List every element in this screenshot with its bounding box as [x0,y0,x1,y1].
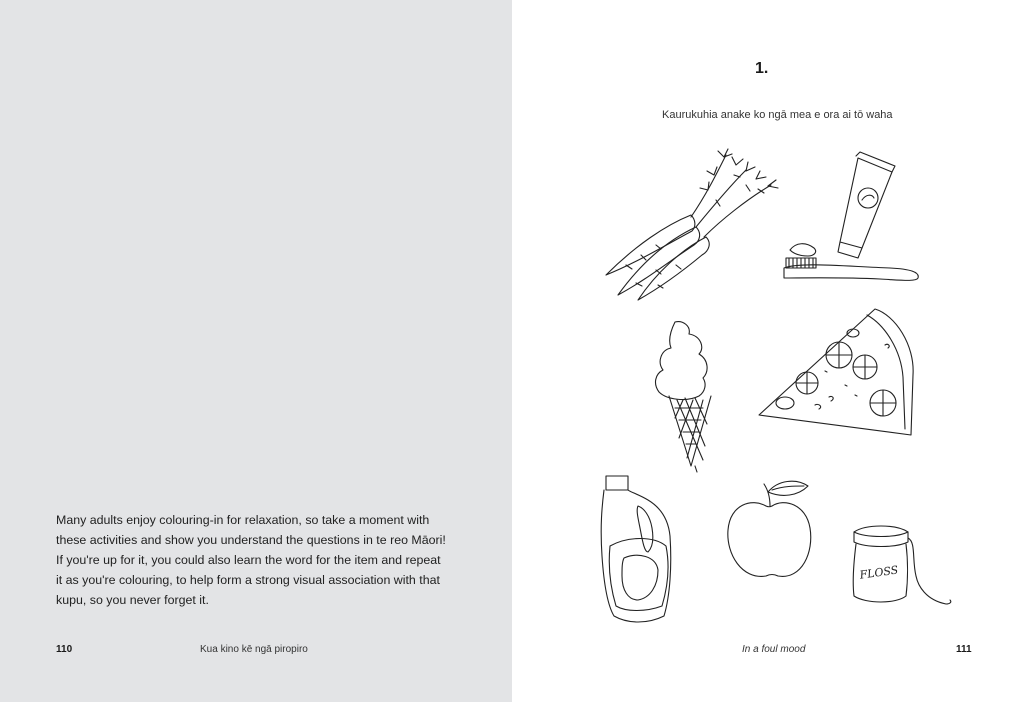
pizza-slice-illustration [755,305,920,440]
running-head-right: In a foul mood [742,644,806,655]
intro-line-3: If you're up for it, you could also learn the word for the item and repeat [56,553,441,567]
apple-illustration [722,474,822,584]
milk-bottle-illustration [598,466,678,626]
carrots-illustration [596,145,786,305]
intro-line-2: these activities and show you understand the questions in te reo Māori! [56,533,446,547]
ice-cream-illustration [655,318,720,473]
dental-floss-illustration [846,520,956,610]
activity-instruction: Kaurukuhia anake ko ngā mea e ora ai tō waha [662,109,893,121]
page-number-left: 110 [56,644,73,655]
intro-line-5: kupu, so you never forget it. [56,593,209,607]
page-number-right: 111 [956,644,972,655]
intro-line-1: Many adults enjoy colouring-in for relaxation, so take a moment with [56,513,430,527]
running-head-left: Kua kino kē ngā piropiro [200,644,308,655]
toothpaste-and-toothbrush-illustration [780,150,925,290]
intro-paragraph [56,510,466,610]
activity-number: 1. [755,60,769,77]
floss-label: FLOSS [858,563,900,582]
intro-line-4: it as you're colouring, to help form a strong visual association with that [56,573,440,587]
